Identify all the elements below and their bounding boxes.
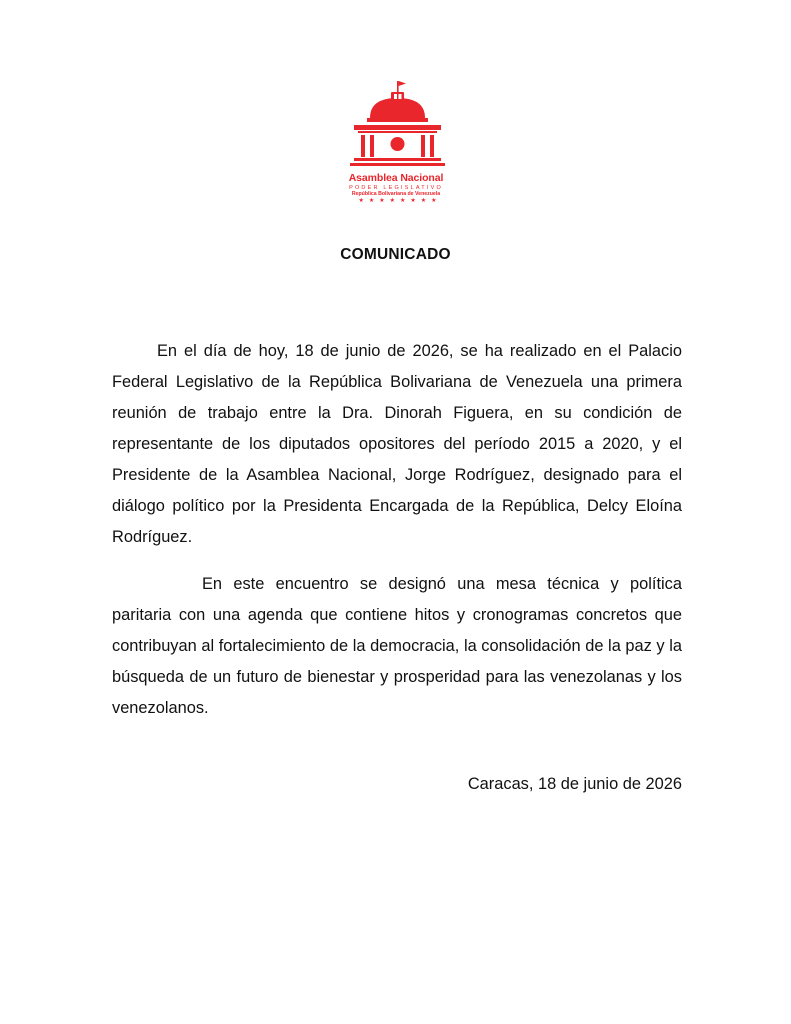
body-paragraph-2: En este encuentro se designó una mesa técnica y política paritaria con una agenda que contiene hitos y cronogramas concretos que contribuyan al fortalecimiento de la democracia, la consolidación de la paz y la búsqueda de un futuro de bienestar y prosperidad para las venezolanas y los venezolanos. xyxy=(112,575,682,717)
document-title: COMUNICADO xyxy=(340,246,451,263)
logo-stars-icon: ★★★★★★★★ xyxy=(358,198,442,204)
capitol-dome-icon xyxy=(340,78,452,174)
asamblea-nacional-logo xyxy=(340,78,452,214)
document-body xyxy=(112,336,682,724)
closing-place-date: Caracas, 18 de junio de 2026 xyxy=(467,775,682,793)
logo-institution-name: Asamblea Nacional xyxy=(348,172,444,184)
logo-country-label: República Bolivariana de Venezuela xyxy=(351,191,441,197)
body-paragraph-1: En el día de hoy, 18 de junio de 2026, se ha realizado en el Palacio Federal Legislativo de la República Bolivariana de Venezuela una primera reunión de trabajo entre la Dra. Dinorah Figuera, en su condición de representante de los diputados opositores del período 2015 a 2020, y el Presidente de la Asamblea Nacional, Jorge Rodríguez, designado para el diálogo político por la Presidenta Encargada de la República, Delcy Eloína Rodríguez. xyxy=(112,342,682,546)
logo-branch-label: PODER LEGISLATIVO xyxy=(349,185,443,191)
